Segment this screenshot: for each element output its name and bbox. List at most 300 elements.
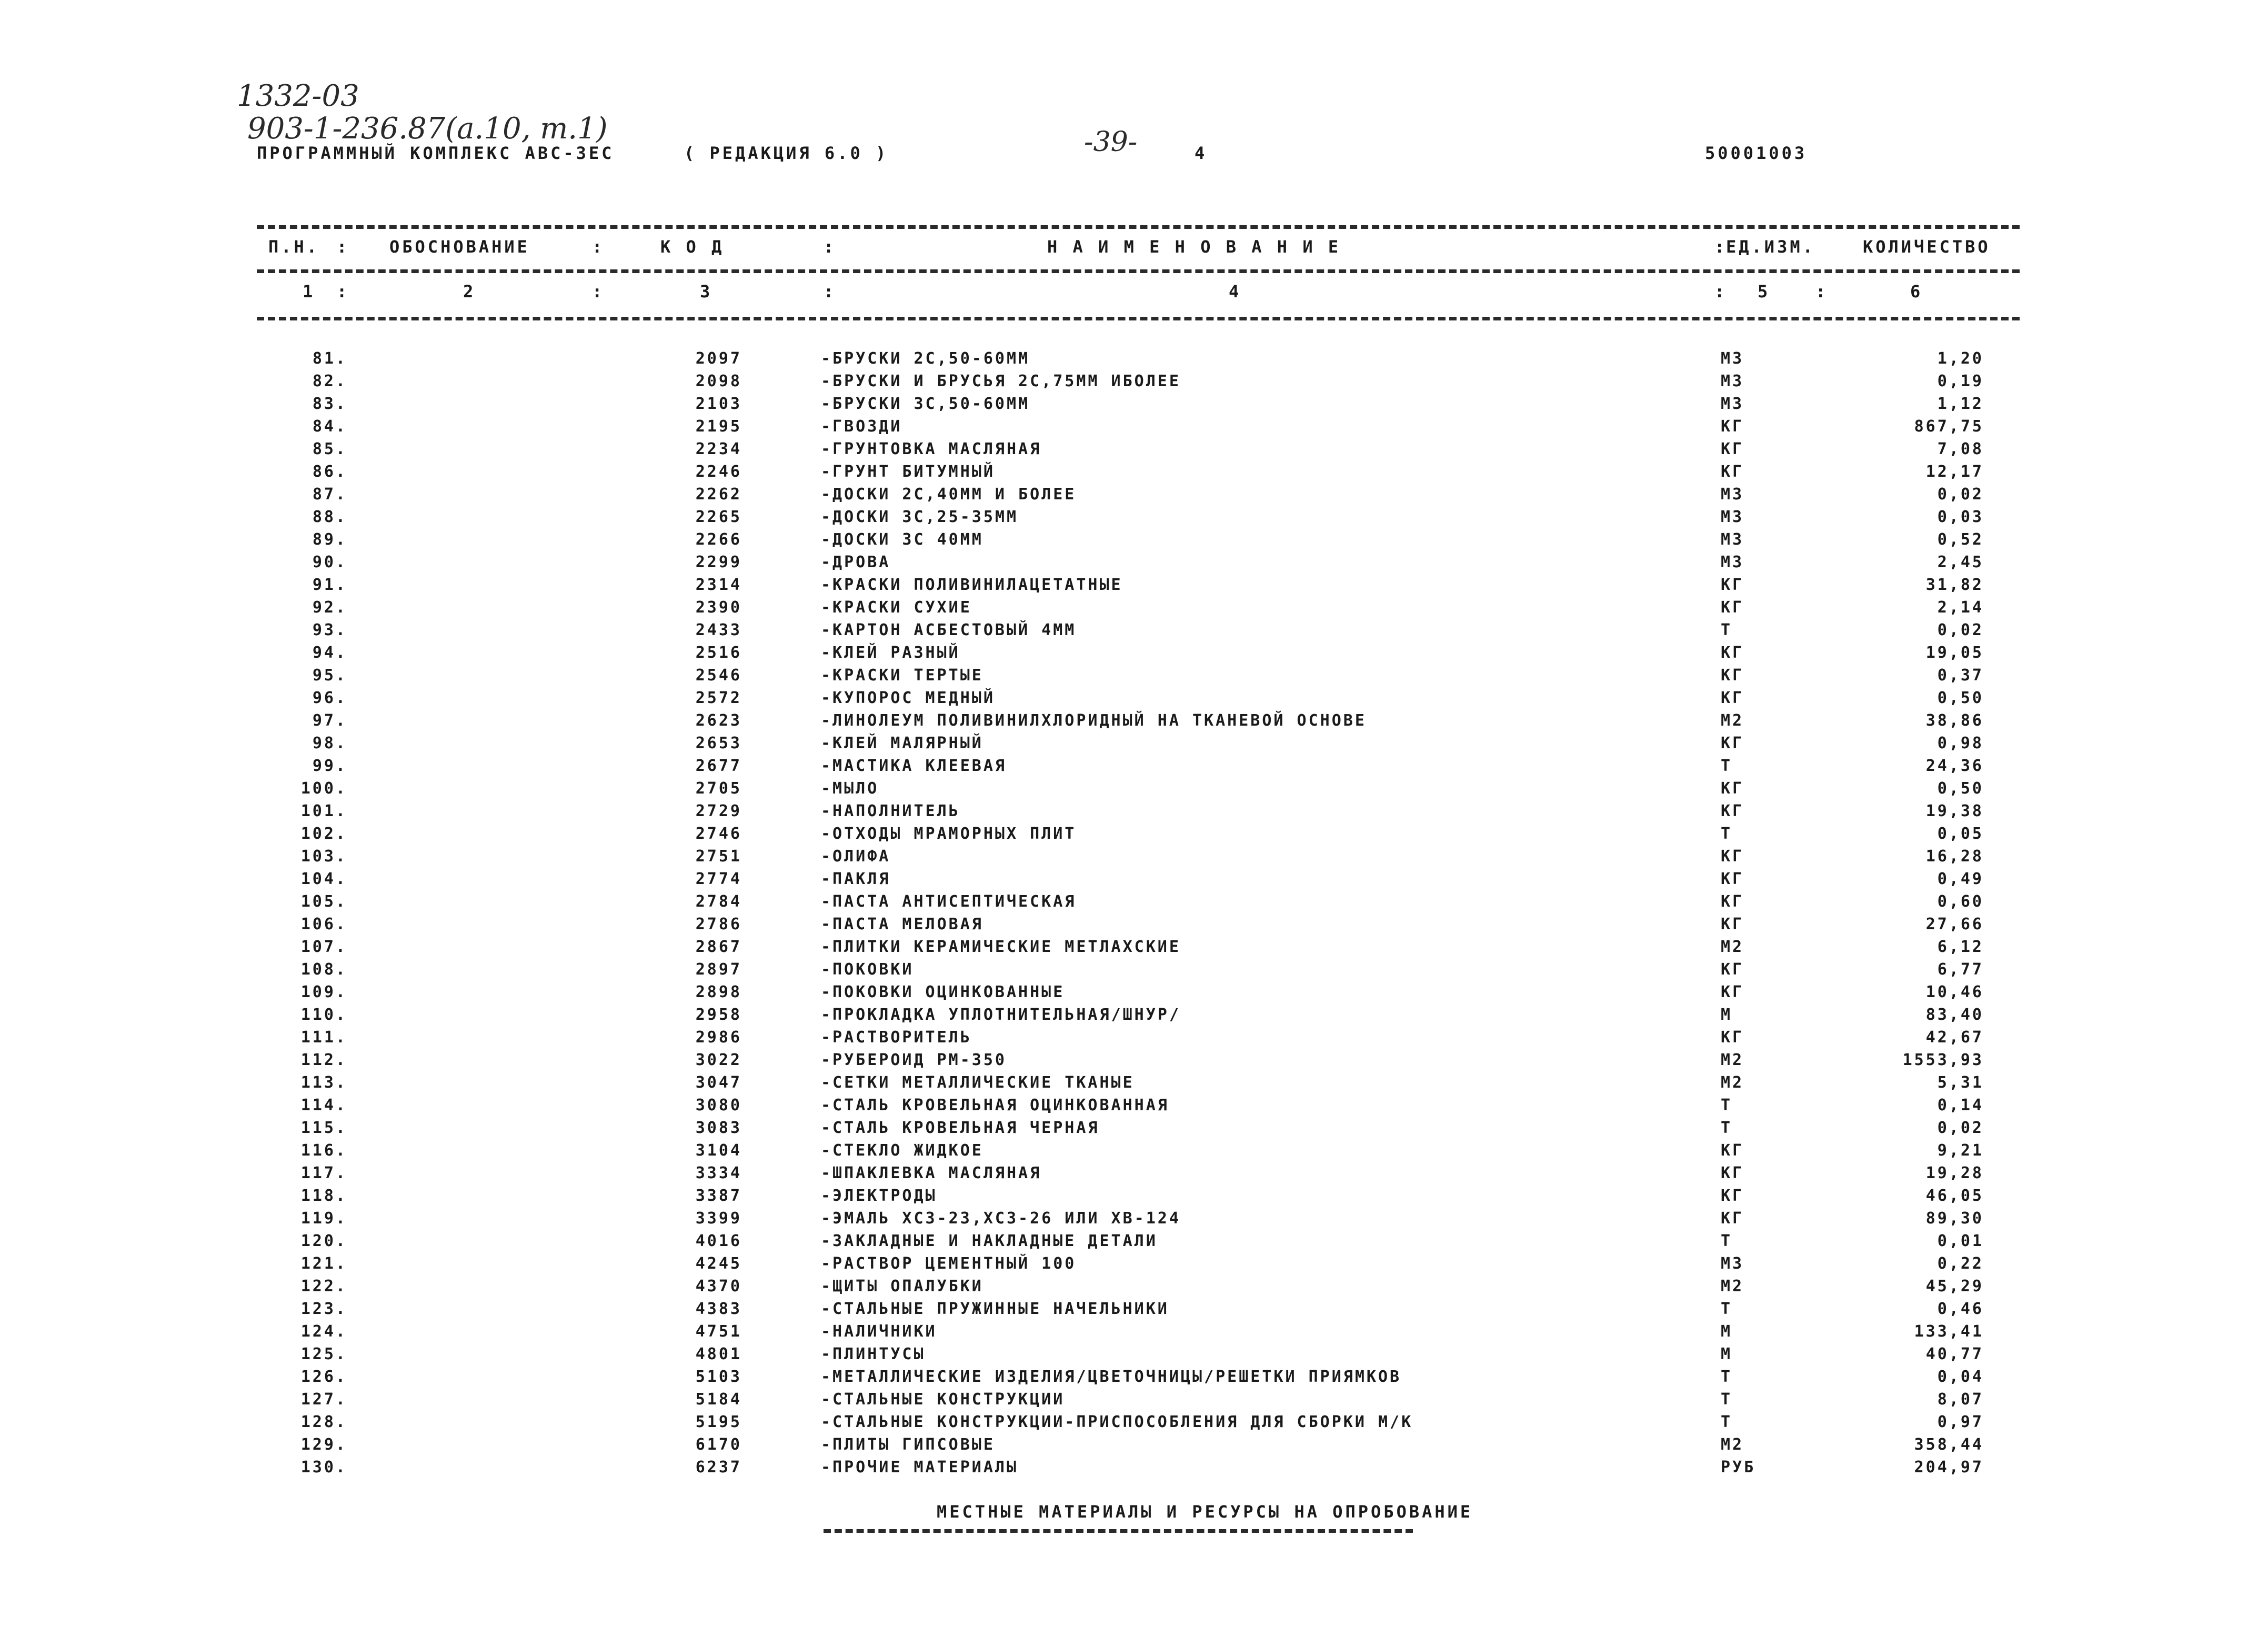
row-quantity: 1,20 [1937, 349, 1984, 368]
row-number: 83. [312, 395, 347, 413]
row-quantity: 0,02 [1937, 485, 1984, 504]
col-separator: : [1714, 282, 1725, 302]
row-quantity: 19,28 [1925, 1164, 1984, 1182]
row-number: 121. [300, 1254, 347, 1273]
col-separator: : [337, 282, 347, 302]
table-row [0, 1435, 2268, 1458]
row-name: -КРАСКИ ПОЛИВИНИЛАЦЕТАТНЫЕ [821, 576, 1123, 594]
row-code: 2265 [695, 508, 742, 526]
row-name: -ПОКОВКИ ОЦИНКОВАННЫЕ [821, 983, 1065, 1001]
row-number: 126. [300, 1368, 347, 1386]
row-name: -КЛЕЙ МАЛЯРНЫЙ [821, 734, 984, 752]
row-unit: РУБ [1721, 1458, 1756, 1477]
row-unit: Т [1721, 825, 1733, 843]
table-row [0, 983, 2268, 1006]
row-quantity: 0,05 [1937, 825, 1984, 843]
section-underline [824, 1529, 1413, 1533]
table-row [0, 1119, 2268, 1141]
col-header-qty: КОЛИЧЕСТВО [1863, 237, 1991, 257]
row-quantity: 0,52 [1937, 530, 1984, 549]
table-row [0, 530, 2268, 553]
col-separator: : [824, 282, 834, 302]
row-unit: КГ [1721, 915, 1744, 933]
row-name: -ПРОЧИЕ МАТЕРИАЛЫ [821, 1458, 1019, 1477]
table-row [0, 1300, 2268, 1322]
row-name: -ПЛИТКИ КЕРАМИЧЕСКИЕ МЕТЛАХСКИЕ [821, 938, 1181, 956]
table-row [0, 1232, 2268, 1254]
row-code: 2897 [695, 960, 742, 979]
row-code: 2262 [695, 485, 742, 504]
row-number: 128. [300, 1413, 347, 1431]
table-row [0, 1458, 2268, 1481]
row-name: -ПРОКЛАДКА УПЛОТНИТЕЛЬНАЯ/ШНУР/ [821, 1006, 1181, 1024]
row-name: -РУБЕРОИД РМ-350 [821, 1051, 1007, 1069]
row-code: 2751 [695, 847, 742, 866]
document-code: 50001003 [1705, 143, 1808, 163]
row-quantity: 42,67 [1925, 1028, 1984, 1047]
row-quantity: 19,38 [1925, 802, 1984, 820]
handwritten-ref-2: 903-1-236.87(а.10, т.1) [247, 112, 608, 146]
table-row [0, 485, 2268, 508]
row-quantity: 9,21 [1937, 1141, 1984, 1160]
row-name: -БРУСКИ И БРУСЬЯ 2С,75ММ ИБОЛЕЕ [821, 372, 1181, 390]
row-code: 2098 [695, 372, 742, 390]
row-name: -СТАЛЬНЫЕ КОНСТРУКЦИИ [821, 1390, 1065, 1409]
row-number: 110. [300, 1006, 347, 1024]
row-code: 2898 [695, 983, 742, 1001]
row-name: -ОТХОДЫ МРАМОРНЫХ ПЛИТ [821, 825, 1077, 843]
col-number-4: 4 [1229, 282, 1242, 302]
row-quantity: 12,17 [1925, 463, 1984, 481]
table-row [0, 621, 2268, 644]
row-unit: М2 [1721, 1051, 1744, 1069]
row-quantity: 0,50 [1937, 779, 1984, 798]
page-mark: 4 [1195, 143, 1208, 163]
row-unit: КГ [1721, 779, 1744, 798]
row-number: 104. [300, 870, 347, 888]
row-code: 5184 [695, 1390, 742, 1409]
row-name: -ДОСКИ 3С,25-35ММ [821, 508, 1019, 526]
table-row [0, 915, 2268, 938]
row-number: 119. [300, 1209, 347, 1228]
row-quantity: 19,05 [1925, 644, 1984, 662]
row-unit: КГ [1721, 847, 1744, 866]
row-quantity: 89,30 [1925, 1209, 1984, 1228]
table-row [0, 1141, 2268, 1164]
row-code: 2705 [695, 779, 742, 798]
row-code: 2572 [695, 689, 742, 707]
row-unit: КГ [1721, 463, 1744, 481]
row-quantity: 0,37 [1937, 666, 1984, 685]
row-number: 86. [312, 463, 347, 481]
row-code: 2746 [695, 825, 742, 843]
row-name: -НАЛИЧНИКИ [821, 1322, 937, 1341]
row-quantity: 0,22 [1937, 1254, 1984, 1273]
row-quantity: 358,44 [1914, 1435, 1984, 1454]
row-unit: М [1721, 1322, 1733, 1341]
row-unit: Т [1721, 1390, 1733, 1409]
table-row [0, 1390, 2268, 1413]
row-quantity: 0,04 [1937, 1368, 1984, 1386]
row-name: -ЗАКЛАДНЫЕ И НАКЛАДНЫЕ ДЕТАЛИ [821, 1232, 1158, 1250]
row-code: 2314 [695, 576, 742, 594]
row-number: 123. [300, 1300, 347, 1318]
row-unit: Т [1721, 1119, 1733, 1137]
row-code: 4751 [695, 1322, 742, 1341]
row-name: -ЛИНОЛЕУМ ПОЛИВИНИЛХЛОРИДНЫЙ НА ТКАНЕВОЙ ОСНОВЕ [821, 711, 1367, 730]
row-number: 108. [300, 960, 347, 979]
row-name: -КУПОРОС МЕДНЫЙ [821, 689, 995, 707]
row-code: 2516 [695, 644, 742, 662]
row-name: -ПАСТА МЕЛОВАЯ [821, 915, 984, 933]
row-name: -БРУСКИ 3С,50-60ММ [821, 395, 1030, 413]
row-name: -МАСТИКА КЛЕЕВАЯ [821, 757, 1007, 775]
col-separator: : [824, 237, 834, 257]
row-name: -СТЕКЛО ЖИДКОЕ [821, 1141, 984, 1160]
section-title: МЕСТНЫЕ МАТЕРИАЛЫ И РЕСУРСЫ НА ОПРОБОВАНИЕ [937, 1502, 1473, 1522]
row-quantity: 6,77 [1937, 960, 1984, 979]
row-unit: КГ [1721, 598, 1744, 617]
row-number: 82. [312, 372, 347, 390]
row-unit: КГ [1721, 576, 1744, 594]
table-row [0, 1187, 2268, 1209]
row-unit: М2 [1721, 938, 1744, 956]
handwritten-ref-1: 1332-03 [237, 79, 359, 113]
table-row [0, 644, 2268, 666]
row-quantity: 0,19 [1937, 372, 1984, 390]
table-row [0, 576, 2268, 598]
table-row [0, 1164, 2268, 1187]
row-unit: М3 [1721, 530, 1744, 549]
row-name: -КЛЕЙ РАЗНЫЙ [821, 644, 960, 662]
row-name: -СТАЛЬ КРОВЕЛЬНАЯ ЧЕРНАЯ [821, 1119, 1100, 1137]
table-row [0, 711, 2268, 734]
row-number: 91. [312, 576, 347, 594]
row-code: 2246 [695, 463, 742, 481]
row-quantity: 31,82 [1925, 576, 1984, 594]
col-separator: : [1815, 282, 1826, 302]
table-row [0, 463, 2268, 485]
col-separator: : [1714, 237, 1725, 257]
row-code: 2390 [695, 598, 742, 617]
row-number: 107. [300, 938, 347, 956]
row-code: 2103 [695, 395, 742, 413]
row-name: -ДОСКИ 2С,40ММ И БОЛЕЕ [821, 485, 1077, 504]
row-number: 102. [300, 825, 347, 843]
row-name: -ЭЛЕКТРОДЫ [821, 1187, 937, 1205]
row-code: 5103 [695, 1368, 742, 1386]
row-number: 124. [300, 1322, 347, 1341]
row-quantity: 1553,93 [1902, 1051, 1984, 1069]
row-number: 129. [300, 1435, 347, 1454]
row-number: 125. [300, 1345, 347, 1363]
col-number-1: 1 [303, 282, 316, 302]
row-number: 122. [300, 1277, 347, 1295]
row-number: 106. [300, 915, 347, 933]
row-name: -РАСТВОРИТЕЛЬ [821, 1028, 972, 1047]
table-row [0, 1209, 2268, 1232]
col-number-6: 6 [1910, 282, 1923, 302]
table-row [0, 440, 2268, 463]
row-code: 4370 [695, 1277, 742, 1295]
row-code: 4383 [695, 1300, 742, 1318]
table-row [0, 372, 2268, 395]
row-code: 2195 [695, 417, 742, 436]
table-row [0, 598, 2268, 621]
row-unit: Т [1721, 1096, 1733, 1114]
table-row [0, 508, 2268, 530]
row-code: 2234 [695, 440, 742, 458]
table-row [0, 802, 2268, 825]
row-code: 4245 [695, 1254, 742, 1273]
row-quantity: 2,45 [1937, 553, 1984, 571]
row-unit: КГ [1721, 1209, 1744, 1228]
row-number: 87. [312, 485, 347, 504]
table-row [0, 1368, 2268, 1390]
row-quantity: 46,05 [1925, 1187, 1984, 1205]
row-unit: КГ [1721, 960, 1744, 979]
col-separator: : [592, 237, 603, 257]
row-unit: М2 [1721, 711, 1744, 730]
row-quantity: 83,40 [1925, 1006, 1984, 1024]
row-number: 130. [300, 1458, 347, 1477]
row-name: -МЕТАЛЛИЧЕСКИЕ ИЗДЕЛИЯ/ЦВЕТОЧНИЦЫ/РЕШЕТКИ ПРИЯМКОВ [821, 1368, 1402, 1386]
row-number: 94. [312, 644, 347, 662]
row-name: -ДРОВА [821, 553, 891, 571]
row-number: 100. [300, 779, 347, 798]
row-code: 2867 [695, 938, 742, 956]
row-unit: М3 [1721, 553, 1744, 571]
row-unit: КГ [1721, 1028, 1744, 1047]
row-name: -НАПОЛНИТЕЛЬ [821, 802, 960, 820]
row-unit: КГ [1721, 892, 1744, 911]
row-name: -ДОСКИ 3С 40ММ [821, 530, 984, 549]
row-code: 3022 [695, 1051, 742, 1069]
row-code: 3047 [695, 1073, 742, 1092]
row-code: 2774 [695, 870, 742, 888]
row-quantity: 8,07 [1937, 1390, 1984, 1409]
row-quantity: 0,98 [1937, 734, 1984, 752]
row-number: 120. [300, 1232, 347, 1250]
row-name: -ПОКОВКИ [821, 960, 914, 979]
row-number: 114. [300, 1096, 347, 1114]
row-number: 99. [312, 757, 347, 775]
row-code: 2786 [695, 915, 742, 933]
row-code: 2677 [695, 757, 742, 775]
row-unit: Т [1721, 757, 1733, 775]
row-code: 2958 [695, 1006, 742, 1024]
row-name: -СТАЛЬНЫЕ ПРУЖИННЫЕ НАЧЕЛЬНИКИ [821, 1300, 1169, 1318]
row-name: -КАРТОН АСБЕСТОВЫЙ 4ММ [821, 621, 1077, 639]
row-unit: КГ [1721, 1164, 1744, 1182]
table-row [0, 1413, 2268, 1435]
row-number: 109. [300, 983, 347, 1001]
row-quantity: 0,14 [1937, 1096, 1984, 1114]
row-number: 90. [312, 553, 347, 571]
row-code: 3399 [695, 1209, 742, 1228]
table-row [0, 1096, 2268, 1119]
row-number: 111. [300, 1028, 347, 1047]
row-number: 113. [300, 1073, 347, 1092]
table-row [0, 960, 2268, 983]
table-row [0, 734, 2268, 757]
row-quantity: 0,97 [1937, 1413, 1984, 1431]
col-header-unit: ЕД.ИЗМ. [1726, 237, 1815, 257]
row-quantity: 133,41 [1914, 1322, 1984, 1341]
row-quantity: 867,75 [1914, 417, 1984, 436]
row-quantity: 2,14 [1937, 598, 1984, 617]
row-name: -КРАСКИ СУХИЕ [821, 598, 972, 617]
table-rule-mid [257, 269, 2020, 273]
row-quantity: 40,77 [1925, 1345, 1984, 1363]
row-unit: М3 [1721, 395, 1744, 413]
table-row [0, 349, 2268, 372]
col-header-name: Н А И М Е Н О В А Н И Е [1047, 237, 1341, 257]
row-quantity: 6,12 [1937, 938, 1984, 956]
row-unit: КГ [1721, 802, 1744, 820]
row-number: 101. [300, 802, 347, 820]
row-unit: Т [1721, 1232, 1733, 1250]
table-row [0, 1322, 2268, 1345]
row-name: -ОЛИФА [821, 847, 891, 866]
table-row [0, 1254, 2268, 1277]
table-row [0, 689, 2268, 711]
row-unit: Т [1721, 1368, 1733, 1386]
row-unit: КГ [1721, 870, 1744, 888]
row-quantity: 7,08 [1937, 440, 1984, 458]
row-code: 3083 [695, 1119, 742, 1137]
col-header-code: К О Д [660, 237, 725, 257]
row-code: 2433 [695, 621, 742, 639]
row-number: 81. [312, 349, 347, 368]
row-unit: Т [1721, 1413, 1733, 1431]
row-number: 112. [300, 1051, 347, 1069]
row-quantity: 5,31 [1937, 1073, 1984, 1092]
row-number: 95. [312, 666, 347, 685]
table-rule-bottom [257, 317, 2020, 320]
row-code: 4016 [695, 1232, 742, 1250]
row-unit: М [1721, 1006, 1733, 1024]
row-unit: М3 [1721, 1254, 1744, 1273]
col-separator: : [337, 237, 347, 257]
row-code: 5195 [695, 1413, 742, 1431]
row-number: 105. [300, 892, 347, 911]
row-quantity: 24,36 [1925, 757, 1984, 775]
table-row [0, 1277, 2268, 1300]
row-unit: КГ [1721, 983, 1744, 1001]
row-name: -ГВОЗДИ [821, 417, 902, 436]
row-quantity: 38,86 [1925, 711, 1984, 730]
col-header-no: П.Н. [268, 237, 320, 257]
row-code: 2623 [695, 711, 742, 730]
row-number: 117. [300, 1164, 347, 1182]
row-name: -ШПАКЛЕВКА МАСЛЯНАЯ [821, 1164, 1042, 1182]
row-code: 2784 [695, 892, 742, 911]
row-name: -ПЛИТЫ ГИПСОВЫЕ [821, 1435, 995, 1454]
table-row [0, 1051, 2268, 1073]
row-quantity: 0,01 [1937, 1232, 1984, 1250]
table-row [0, 553, 2268, 576]
row-unit: КГ [1721, 440, 1744, 458]
row-quantity: 0,03 [1937, 508, 1984, 526]
row-number: 92. [312, 598, 347, 617]
program-title: ПРОГРАММНЫЙ КОМПЛЕКС АВС-3ЕС [257, 143, 615, 163]
row-quantity: 0,02 [1937, 621, 1984, 639]
row-code: 2266 [695, 530, 742, 549]
col-header-basis: ОБОСНОВАНИЕ [389, 237, 530, 257]
edition-label: ( РЕДАКЦИЯ 6.0 ) [684, 143, 889, 163]
table-row [0, 1073, 2268, 1096]
handwritten-page-number: -39- [1084, 126, 1138, 158]
row-unit: КГ [1721, 734, 1744, 752]
row-number: 118. [300, 1187, 347, 1205]
row-name: -ГРУНТОВКА МАСЛЯНАЯ [821, 440, 1042, 458]
table-row [0, 395, 2268, 417]
row-number: 89. [312, 530, 347, 549]
col-number-3: 3 [700, 282, 713, 302]
row-quantity: 16,28 [1925, 847, 1984, 866]
materials-table [0, 349, 2268, 1481]
table-row [0, 892, 2268, 915]
row-unit: КГ [1721, 417, 1744, 436]
row-unit: М2 [1721, 1277, 1744, 1295]
row-number: 98. [312, 734, 347, 752]
row-code: 6237 [695, 1458, 742, 1477]
row-name: -КРАСКИ ТЕРТЫЕ [821, 666, 984, 685]
row-quantity: 0,02 [1937, 1119, 1984, 1137]
row-quantity: 204,97 [1914, 1458, 1984, 1477]
row-quantity: 0,60 [1937, 892, 1984, 911]
row-unit: КГ [1721, 689, 1744, 707]
row-code: 3104 [695, 1141, 742, 1160]
table-row [0, 825, 2268, 847]
row-name: -МЫЛО [821, 779, 879, 798]
col-separator: : [592, 282, 603, 302]
row-quantity: 45,29 [1925, 1277, 1984, 1295]
row-number: 93. [312, 621, 347, 639]
row-name: -ПАКЛЯ [821, 870, 891, 888]
row-name: -ЩИТЫ ОПАЛУБКИ [821, 1277, 984, 1295]
row-name: -СЕТКИ МЕТАЛЛИЧЕСКИЕ ТКАНЫЕ [821, 1073, 1135, 1092]
row-name: -ГРУНТ БИТУМНЫЙ [821, 463, 995, 481]
table-row [0, 847, 2268, 870]
row-name: -ЭМАЛЬ ХС3-23,ХС3-26 ИЛИ ХВ-124 [821, 1209, 1181, 1228]
row-unit: М3 [1721, 508, 1744, 526]
row-code: 3387 [695, 1187, 742, 1205]
row-unit: Т [1721, 1300, 1733, 1318]
row-number: 116. [300, 1141, 347, 1160]
table-row [0, 870, 2268, 892]
row-unit: КГ [1721, 644, 1744, 662]
row-code: 2653 [695, 734, 742, 752]
row-unit: М3 [1721, 372, 1744, 390]
row-number: 127. [300, 1390, 347, 1409]
row-name: -РАСТВОР ЦЕМЕНТНЫЙ 100 [821, 1254, 1077, 1273]
table-row [0, 757, 2268, 779]
row-code: 2097 [695, 349, 742, 368]
table-row [0, 1345, 2268, 1368]
row-quantity: 0,50 [1937, 689, 1984, 707]
row-code: 6170 [695, 1435, 742, 1454]
row-quantity: 10,46 [1925, 983, 1984, 1001]
row-code: 4801 [695, 1345, 742, 1363]
row-name: -ПЛИНТУСЫ [821, 1345, 926, 1363]
table-row [0, 417, 2268, 440]
row-number: 96. [312, 689, 347, 707]
row-code: 2546 [695, 666, 742, 685]
row-number: 115. [300, 1119, 347, 1137]
row-code: 2299 [695, 553, 742, 571]
